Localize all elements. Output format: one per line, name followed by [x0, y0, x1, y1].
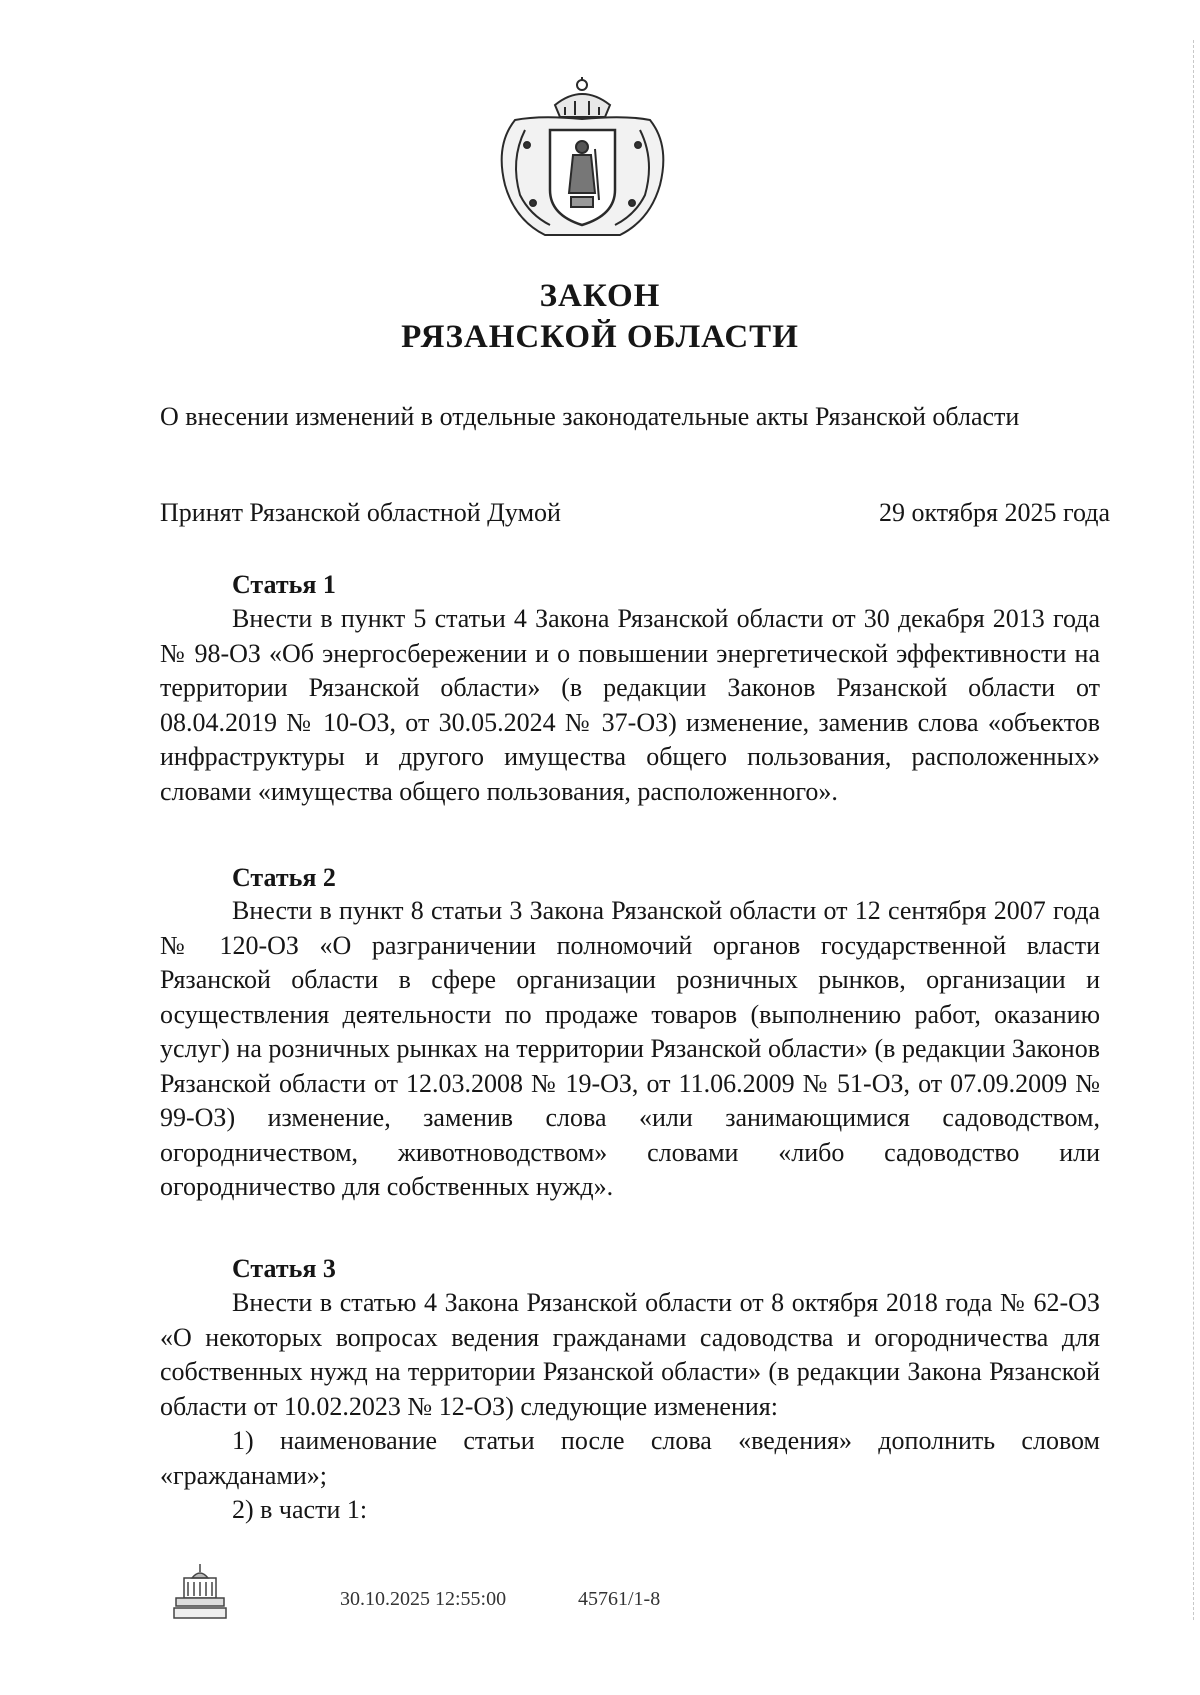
- article-2-paragraph: Внести в пункт 8 статьи 3 Закона Рязанской области от 12 сентября 2007 года № 120-ОЗ «О разграничении полномочий органов государственной власти Рязанской области в сфере организации розничных рынков, организации и осуществления деятельности по продаже товаров (выполнению работ, оказанию услуг) на розничных рынках на территории Рязанской области» (в редакции Законов Рязанской области от 12.03.2008 № 19-ОЗ, от 11.06.2009 № 51-ОЗ, от 07.09.2009 № 99-ОЗ) изменение, заменив слова «или занимающимися садоводством, огородничеством, животноводством» словами «либо садоводство или огородничество для собственных нужд».: [160, 896, 1100, 1201]
- article-2-heading: Статья 2: [232, 863, 336, 892]
- law-title: ЗАКОН: [539, 278, 661, 314]
- article-3-text: [160, 1286, 1100, 1528]
- article-1-paragraph: Внести в пункт 5 статьи 4 Закона Рязанской области от 30 декабря 2013 года № 98-ОЗ «Об энергосбережении и о повышении энергетической эффективности на территории Рязанской области» (в редакции Законов Рязанской области от 08.04.2019 № 10-ОЗ, от 30.05.2024 № 37-ОЗ) изменение, заменив слова «объектов инфраструктуры и другого имущества общего пользования, расположенных» словами «имущества общего пользования, расположенного».: [160, 604, 1100, 806]
- article-2-text: [160, 894, 1100, 1205]
- coat-of-arms-icon: [475, 75, 690, 240]
- adopted-date: 29 октября 2025 года: [879, 498, 1110, 527]
- article-3-heading: Статья 3: [232, 1254, 336, 1283]
- article-3-paragraph-1: Внести в статью 4 Закона Рязанской области от 8 октября 2018 года № 62-ОЗ «О некоторых вопросах ведения гражданами садоводства и огородничества для собственных нужд на территории Рязанской области» (в редакции Закона Рязанской области от 10.02.2023 № 12-ОЗ) следующие изменения:: [160, 1288, 1100, 1421]
- adopted-by: Принят Рязанской областной Думой: [160, 498, 561, 527]
- footer-doc-number: 45761/1-8: [578, 1588, 661, 1610]
- duma-logo-icon: [170, 1560, 230, 1622]
- footer-timestamp: 30.10.2025 12:55:00: [340, 1588, 507, 1610]
- law-subject: О внесении изменений в отдельные законодательные акты Рязанской области: [160, 402, 1020, 431]
- article-3-paragraph-3: 2) в части 1:: [232, 1495, 368, 1524]
- article-1-text: [160, 602, 1100, 809]
- scan-edge-divider: [1192, 40, 1194, 1620]
- law-region: РЯЗАНСКОЙ ОБЛАСТИ: [401, 319, 799, 355]
- article-3-paragraph-2: 1) наименование статьи после слова «ведения» дополнить словом «гражданами»;: [160, 1426, 1100, 1490]
- article-1-heading: Статья 1: [232, 570, 336, 599]
